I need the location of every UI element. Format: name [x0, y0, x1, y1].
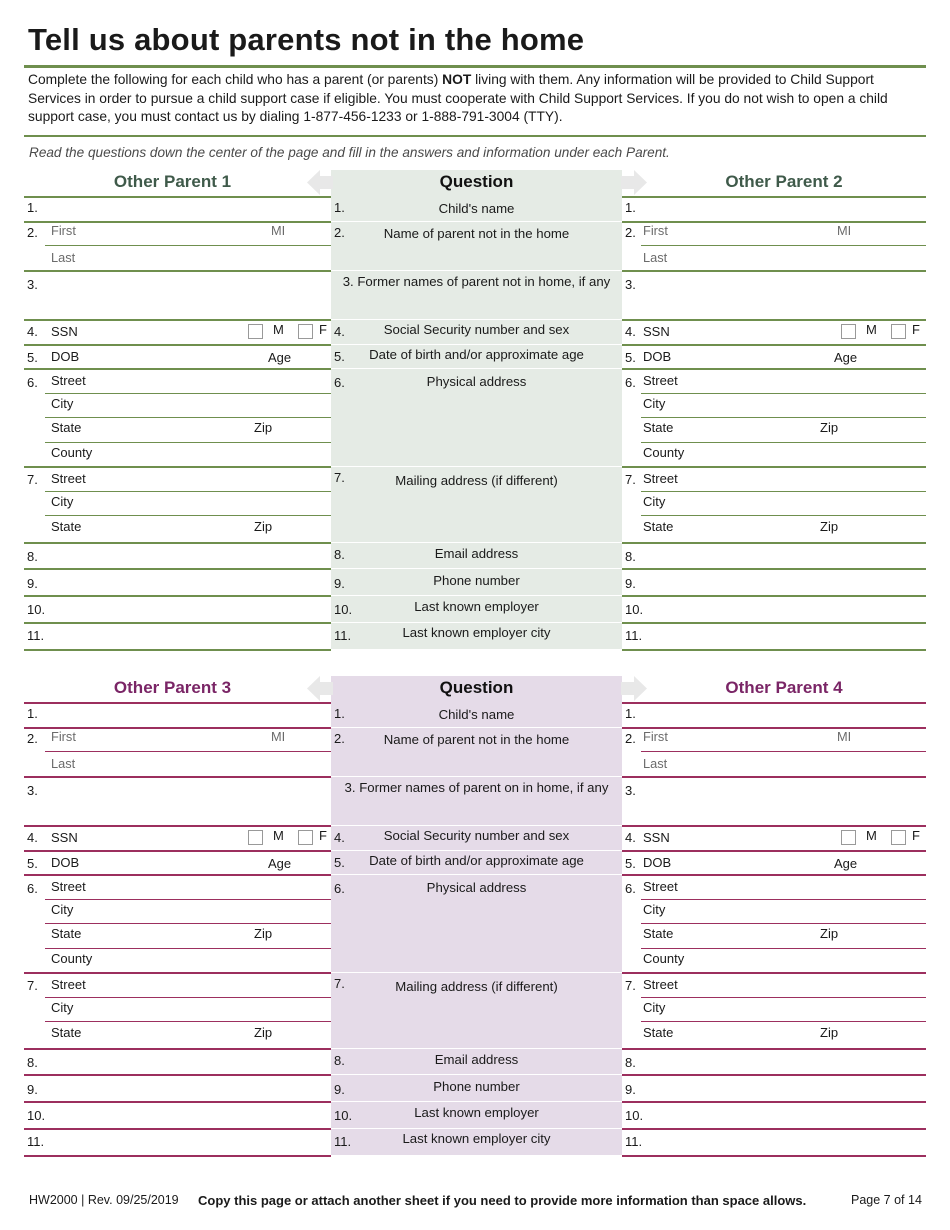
question-row-separator: [331, 1101, 622, 1102]
sub-row-divider: [45, 515, 331, 516]
right-county-label: County: [643, 951, 685, 966]
left-num-3: 3.: [27, 277, 38, 292]
left-num-9: 9.: [27, 1082, 38, 1097]
left-dob-label: DOB: [51, 855, 80, 870]
footer-note: Copy this page or attach another sheet if you need to provide more information than space allows.: [198, 1193, 807, 1208]
question-row-separator: [331, 466, 622, 467]
row-divider: [24, 874, 331, 876]
question-row-separator: [331, 368, 622, 369]
left-num-2: 2.: [27, 225, 38, 240]
left-num-8: 8.: [27, 1055, 38, 1070]
right-city-label: City: [643, 396, 666, 411]
question-row-separator: [331, 850, 622, 851]
sub-row-divider: [45, 491, 331, 492]
question-num-7: 7.: [334, 470, 345, 485]
row-divider: [24, 649, 331, 651]
question-email: Email address: [434, 1052, 519, 1067]
question-row-separator: [331, 1048, 622, 1049]
sub-row-divider: [45, 245, 331, 246]
left-employer-city-field[interactable]: [51, 624, 327, 648]
right-num-9: 9.: [625, 1082, 636, 1097]
question-dob-age: Date of birth and/or approximate age: [369, 347, 584, 362]
sub-row-divider: [45, 751, 331, 752]
right-num-8: 8.: [625, 549, 636, 564]
left-county-label: County: [51, 445, 93, 460]
question-row-separator: [331, 622, 622, 623]
right-ssn-label: SSN: [643, 324, 670, 339]
right-child-name-field[interactable]: [643, 198, 922, 220]
question-former-names: 3. Former names of parent not in home, if any: [342, 274, 611, 289]
sub-row-divider: [641, 751, 926, 752]
left-ssn-label: SSN: [51, 324, 78, 339]
question-num-10: 10.: [334, 602, 353, 617]
left-m-label: M: [273, 322, 284, 337]
right-last-label: Last: [643, 756, 668, 771]
sub-row-divider: [641, 923, 926, 924]
question-title: Question: [439, 172, 514, 191]
question-num-2: 2.: [334, 225, 345, 240]
left-email-field[interactable]: [51, 544, 327, 567]
right-mi-label: MI: [837, 729, 852, 744]
question-row-separator: [331, 344, 622, 345]
right-age-label: Age: [834, 856, 858, 871]
right-num-6: 6.: [625, 375, 636, 390]
right-num-1: 1.: [625, 706, 636, 721]
row-divider: [622, 466, 926, 468]
right-city-label: City: [643, 902, 666, 917]
right-num-10: 10.: [625, 602, 644, 617]
question-row-separator: [331, 825, 622, 826]
question-num-1: 1.: [334, 200, 345, 215]
right-num-11: 11.: [625, 1134, 643, 1149]
right-employer-field[interactable]: [643, 1103, 922, 1127]
sub-row-divider: [45, 417, 331, 418]
form-id: HW2000 | Rev. 09/25/2019: [29, 1193, 179, 1207]
left-sex-f-checkbox[interactable]: [298, 324, 313, 339]
question-num-4: 4.: [334, 324, 345, 339]
left-street-label: Street: [51, 373, 86, 388]
right-child-name-field[interactable]: [643, 704, 922, 726]
left-child-name-field[interactable]: [51, 198, 327, 220]
question-row-separator: [331, 776, 622, 777]
row-divider: [622, 874, 926, 876]
right-mail-state-label: State: [643, 1025, 674, 1040]
left-num-3: 3.: [27, 783, 38, 798]
question-employer-city: Last known employer city: [402, 625, 551, 640]
left-last-label: Last: [51, 250, 76, 265]
left-num-7: 7.: [27, 978, 38, 993]
right-m-label: M: [866, 322, 877, 337]
left-state-label: State: [51, 420, 82, 435]
left-state-label: State: [51, 926, 82, 941]
row-divider: [24, 850, 331, 852]
right-sex-f-checkbox[interactable]: [891, 830, 906, 845]
left-age-label: Age: [268, 350, 292, 365]
left-mail-zip-label: Zip: [254, 1025, 273, 1040]
question-num-7: 7.: [334, 976, 345, 991]
left-phone-field[interactable]: [51, 1076, 327, 1100]
left-mail-street-label: Street: [51, 977, 86, 992]
sub-row-divider: [641, 417, 926, 418]
question-num-11: 11.: [334, 628, 352, 643]
right-first-label: First: [643, 223, 668, 238]
right-employer-field[interactable]: [643, 597, 922, 621]
question-mailing-address: Mailing address (if different): [395, 473, 558, 488]
sub-row-divider: [641, 442, 926, 443]
question-parent-name: Name of parent not in the home: [383, 226, 570, 241]
row-divider: [24, 825, 331, 827]
sub-row-divider: [641, 899, 926, 900]
question-employer-city: Last known employer city: [402, 1131, 551, 1146]
row-divider: [622, 368, 926, 370]
question-row-separator: [331, 542, 622, 543]
left-phone-field[interactable]: [51, 570, 327, 594]
right-parent-title: Other Parent 2: [725, 172, 843, 191]
left-num-9: 9.: [27, 576, 38, 591]
sub-row-divider: [641, 393, 926, 394]
left-employer-field[interactable]: [51, 597, 327, 621]
right-phone-field[interactable]: [643, 570, 922, 594]
right-num-5: 5.: [625, 856, 636, 871]
row-divider: [622, 1155, 926, 1157]
question-parent-name: Name of parent not in the home: [383, 732, 570, 747]
right-former-names-field[interactable]: [643, 272, 922, 318]
question-row-separator: [331, 221, 622, 222]
question-row-separator: [331, 1074, 622, 1075]
left-ssn-label: SSN: [51, 830, 78, 845]
left-num-1: 1.: [27, 200, 38, 215]
left-mail-zip-label: Zip: [254, 519, 273, 534]
question-num-6: 6.: [334, 881, 345, 896]
right-state-label: State: [643, 926, 674, 941]
left-first-label: First: [51, 729, 76, 744]
left-street-label: Street: [51, 879, 86, 894]
title-divider: [24, 65, 926, 68]
right-street-label: Street: [643, 373, 678, 388]
left-former-names-field[interactable]: [51, 272, 327, 318]
left-employer-city-field[interactable]: [51, 1130, 327, 1154]
right-dob-label: DOB: [643, 349, 672, 364]
page-title: Tell us about parents not in the home: [28, 22, 585, 57]
right-employer-city-field[interactable]: [643, 1130, 922, 1154]
question-row-separator: [331, 874, 622, 875]
right-parent-title: Other Parent 4: [725, 678, 843, 697]
right-county-label: County: [643, 445, 685, 460]
intro-text: Complete the following for each child who has a parent (or parents): [28, 72, 443, 87]
right-num-2: 2.: [625, 731, 636, 746]
question-employer: Last known employer: [414, 1105, 539, 1120]
row-divider: [24, 368, 331, 370]
left-m-label: M: [273, 828, 284, 843]
question-employer: Last known employer: [414, 599, 539, 614]
left-child-name-field[interactable]: [51, 704, 327, 726]
question-former-names: 3. Former names of parent on in home, if any: [344, 780, 609, 795]
question-email: Email address: [434, 546, 519, 561]
sub-row-divider: [45, 899, 331, 900]
sub-row-divider: [641, 515, 926, 516]
sub-row-divider: [641, 1021, 926, 1022]
row-divider: [622, 344, 926, 346]
question-ssn-sex: Social Security number and sex: [383, 322, 570, 337]
left-f-label: F: [319, 828, 327, 843]
left-num-10: 10.: [27, 602, 46, 617]
intro-emphasis: NOT: [442, 72, 472, 87]
left-last-label: Last: [51, 756, 76, 771]
left-num-6: 6.: [27, 881, 38, 896]
right-employer-city-field[interactable]: [643, 624, 922, 648]
left-sex-m-checkbox[interactable]: [248, 830, 263, 845]
row-divider: [24, 344, 331, 346]
question-row-separator: [331, 568, 622, 569]
right-m-label: M: [866, 828, 877, 843]
right-zip-label: Zip: [820, 926, 839, 941]
question-childs-name: Child's name: [438, 201, 515, 216]
left-mi-label: MI: [271, 223, 286, 238]
left-mi-label: MI: [271, 729, 286, 744]
right-num-4: 4.: [625, 830, 636, 845]
left-city-label: City: [51, 902, 74, 917]
right-street-label: Street: [643, 879, 678, 894]
sub-row-divider: [45, 442, 331, 443]
question-mailing-address: Mailing address (if different): [395, 979, 558, 994]
left-mail-state-label: State: [51, 519, 82, 534]
question-row-separator: [331, 595, 622, 596]
right-num-11: 11.: [625, 628, 643, 643]
question-row-separator: [331, 1128, 622, 1129]
row-divider: [24, 1155, 331, 1157]
left-sex-f-checkbox[interactable]: [298, 830, 313, 845]
right-mail-city-label: City: [643, 1000, 666, 1015]
right-num-6: 6.: [625, 881, 636, 896]
question-title: Question: [439, 678, 514, 697]
row-divider: [24, 466, 331, 468]
question-row-separator: [331, 319, 622, 320]
right-zip-label: Zip: [820, 420, 839, 435]
right-mail-street-label: Street: [643, 471, 678, 486]
question-dob-age: Date of birth and/or approximate age: [369, 853, 584, 868]
right-num-10: 10.: [625, 1108, 644, 1123]
left-num-11: 11.: [27, 628, 45, 643]
row-divider: [24, 972, 331, 974]
question-num-2: 2.: [334, 731, 345, 746]
left-num-10: 10.: [27, 1108, 46, 1123]
left-sex-m-checkbox[interactable]: [248, 324, 263, 339]
right-ssn-label: SSN: [643, 830, 670, 845]
right-f-label: F: [912, 322, 920, 337]
left-num-4: 4.: [27, 324, 38, 339]
right-email-field[interactable]: [643, 544, 922, 567]
question-physical-address: Physical address: [426, 374, 527, 389]
left-dob-label: DOB: [51, 349, 80, 364]
right-mail-zip-label: Zip: [820, 519, 839, 534]
row-divider: [622, 649, 926, 651]
right-last-label: Last: [643, 250, 668, 265]
right-state-label: State: [643, 420, 674, 435]
left-mail-city-label: City: [51, 494, 74, 509]
left-num-5: 5.: [27, 856, 38, 871]
question-phone: Phone number: [433, 1079, 520, 1094]
right-mail-zip-label: Zip: [820, 1025, 839, 1040]
sub-row-divider: [45, 948, 331, 949]
right-num-7: 7.: [625, 472, 636, 487]
row-divider: [622, 319, 926, 321]
question-num-8: 8.: [334, 547, 345, 562]
left-zip-label: Zip: [254, 420, 273, 435]
left-employer-field[interactable]: [51, 1103, 327, 1127]
right-sex-m-checkbox[interactable]: [841, 324, 856, 339]
left-f-label: F: [319, 322, 327, 337]
left-parent-title: Other Parent 3: [113, 678, 232, 697]
right-mi-label: MI: [837, 223, 852, 238]
left-parent-title: Other Parent 1: [113, 172, 232, 191]
intro-text-continued: living with them. Any information will be provided to Child Support Services in order to pursue a child support case if eligible. You must cooperate with Child Support Services. If you do not wish to open a child support case, you must contact us by dialing 1-877-456-1233 or 1-888-791-3004 (TTY).: [28, 72, 888, 124]
left-zip-label: Zip: [254, 926, 273, 941]
right-sex-f-checkbox[interactable]: [891, 324, 906, 339]
question-num-5: 5.: [334, 349, 345, 364]
right-dob-label: DOB: [643, 855, 672, 870]
sub-row-divider: [641, 948, 926, 949]
page-number: Page 7 of 14: [851, 1193, 922, 1207]
left-mail-state-label: State: [51, 1025, 82, 1040]
question-phone: Phone number: [433, 573, 520, 588]
left-num-6: 6.: [27, 375, 38, 390]
sub-row-divider: [641, 997, 926, 998]
question-num-6: 6.: [334, 375, 345, 390]
sub-row-divider: [45, 393, 331, 394]
question-num-5: 5.: [334, 855, 345, 870]
right-phone-field[interactable]: [643, 1076, 922, 1100]
right-num-7: 7.: [625, 978, 636, 993]
left-age-label: Age: [268, 856, 292, 871]
left-email-field[interactable]: [51, 1050, 327, 1073]
left-city-label: City: [51, 396, 74, 411]
row-divider: [622, 972, 926, 974]
right-email-field[interactable]: [643, 1050, 922, 1073]
right-f-label: F: [912, 828, 920, 843]
right-first-label: First: [643, 729, 668, 744]
question-num-10: 10.: [334, 1108, 353, 1123]
right-num-3: 3.: [625, 277, 636, 292]
row-divider: [622, 850, 926, 852]
left-first-label: First: [51, 223, 76, 238]
question-num-9: 9.: [334, 1082, 345, 1097]
question-row-separator: [331, 972, 622, 973]
right-num-2: 2.: [625, 225, 636, 240]
question-row-separator: [331, 727, 622, 728]
row-divider: [24, 319, 331, 321]
instructions: Read the questions down the center of the page and fill in the answers and information under each Parent.: [29, 145, 670, 160]
left-num-1: 1.: [27, 706, 38, 721]
right-mail-city-label: City: [643, 494, 666, 509]
left-mail-city-label: City: [51, 1000, 74, 1015]
intro-divider: [24, 135, 926, 137]
right-num-1: 1.: [625, 200, 636, 215]
right-num-8: 8.: [625, 1055, 636, 1070]
question-num-8: 8.: [334, 1053, 345, 1068]
question-childs-name: Child's name: [438, 707, 515, 722]
left-num-5: 5.: [27, 350, 38, 365]
sub-row-divider: [45, 923, 331, 924]
question-physical-address: Physical address: [426, 880, 527, 895]
question-num-4: 4.: [334, 830, 345, 845]
left-num-8: 8.: [27, 549, 38, 564]
sub-row-divider: [641, 245, 926, 246]
sub-row-divider: [641, 491, 926, 492]
intro-paragraph: [28, 71, 918, 127]
question-num-9: 9.: [334, 576, 345, 591]
left-former-names-field[interactable]: [51, 778, 327, 824]
left-num-4: 4.: [27, 830, 38, 845]
row-divider: [622, 825, 926, 827]
left-county-label: County: [51, 951, 93, 966]
question-num-11: 11.: [334, 1134, 352, 1149]
right-age-label: Age: [834, 350, 858, 365]
right-mail-street-label: Street: [643, 977, 678, 992]
question-row-separator: [331, 270, 622, 271]
left-num-7: 7.: [27, 472, 38, 487]
left-mail-street-label: Street: [51, 471, 86, 486]
right-mail-state-label: State: [643, 519, 674, 534]
left-num-11: 11.: [27, 1134, 45, 1149]
sub-row-divider: [45, 997, 331, 998]
right-num-9: 9.: [625, 576, 636, 591]
right-num-3: 3.: [625, 783, 636, 798]
sub-row-divider: [45, 1021, 331, 1022]
right-sex-m-checkbox[interactable]: [841, 830, 856, 845]
question-num-1: 1.: [334, 706, 345, 721]
question-ssn-sex: Social Security number and sex: [383, 828, 570, 843]
right-num-4: 4.: [625, 324, 636, 339]
right-num-5: 5.: [625, 350, 636, 365]
right-former-names-field[interactable]: [643, 778, 922, 824]
left-num-2: 2.: [27, 731, 38, 746]
